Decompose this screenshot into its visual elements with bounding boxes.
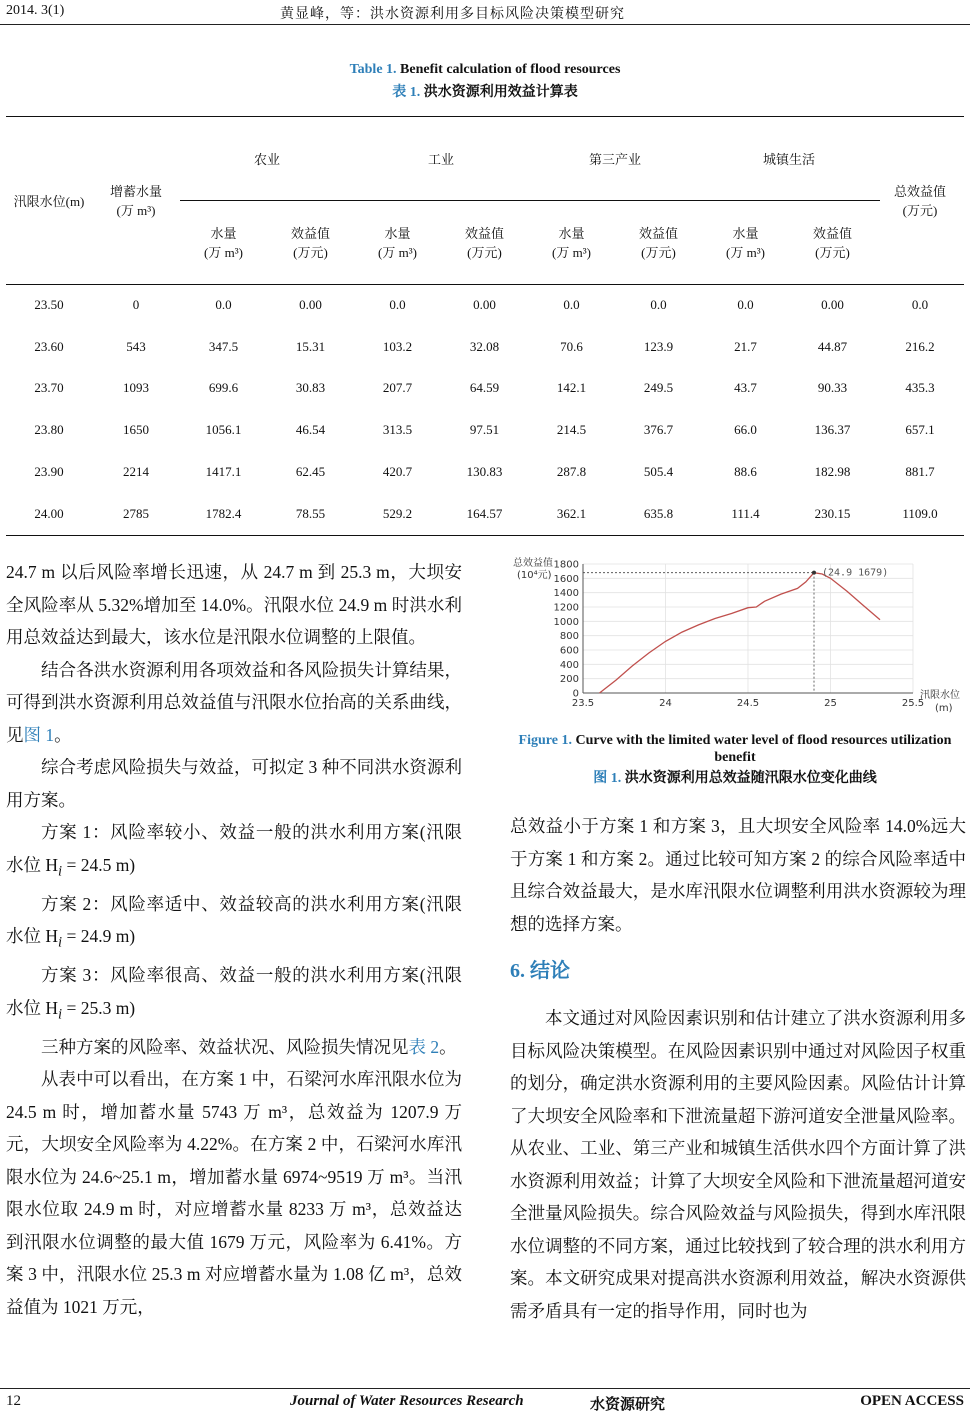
paragraph: 三种方案的风险率、效益状况、风险损失情况见表 2。 [41,1036,457,1057]
header-storage: 增蓄水量 (万 m³) [109,184,162,218]
sub-header-water: 水量 (万 m³) [552,226,591,260]
table-cell: 2785 [123,505,149,521]
y-axis-label: 总效益值 [513,558,553,569]
table-cell: 2214 [123,464,149,480]
x-tick-label: 24 [659,698,672,709]
journal-name-cn: 水资源研究 [590,1397,666,1413]
table-cell: 97.51 [469,422,500,438]
page-number: 12 [6,1393,21,1409]
table-cell: 313.5 [382,422,413,438]
y-axis-unit: (10⁴元) [517,570,552,581]
figure-caption-text: Curve with the limited water level of flood resources utilization benefit [575,733,952,765]
table-ref-link[interactable]: 表 2 [408,1036,440,1057]
table-cell: 164.57 [466,505,503,521]
table-cell: 0.0 [563,296,580,312]
sub-header-benefit: 效益值 (万元) [812,226,852,260]
sub-header-benefit: 效益值 (万元) [464,226,504,260]
x-tick-label: 25 [824,698,837,709]
table-cell: 103.2 [382,338,413,354]
y-tick-label: 1200 [553,602,579,614]
table-cell: 43.7 [734,380,757,396]
table-cell: 23.60 [34,338,64,354]
table-cell: 44.87 [817,338,848,354]
table-caption-en [0,62,970,78]
table-row [6,493,964,535]
table-cell: 505.4 [643,464,674,480]
x-tick-labels [572,698,924,709]
table-cell: 130.83 [466,464,503,480]
table-cell: 0.0 [215,296,232,312]
y-tick-label: 1000 [553,616,579,628]
peak-point [812,571,816,575]
sub-header-benefit: 效益值 (万元) [290,226,330,260]
y-tick-label: 1600 [553,573,579,585]
paragraph: 24.7 m 以后风险率增长迅速，从 24.7 m 到 25.3 m，大坝安全风险率从 5.32%增加至 14.0%。汛限水位 24.9 m 时洪水利用总效益达到最大，该水位是汛限水位调整的上限值。 [6,562,462,647]
table-cell: 216.2 [905,338,935,354]
journal-name-en: Journal of Water Resources Research [290,1393,524,1409]
table-cell: 435.3 [905,380,935,396]
table-cell: 0.0 [911,296,929,312]
paragraph: 本文通过对风险因素识别和估计建立了洪水资源利用多目标风险决策模型。在风险因素识别中通过对风险因子权重的划分，确定洪水资源利用的主要风险因素。风险估计计算了大坝安全风险率和下泄流量超下游河道安全泄量风险率。从农业、工业、第三产业和城镇生活供水四个方面计算了洪水资源利用效益；计算了大坝安全风险和下泄流量超河道安全泄量风险损失。综合风险效益与风险损失，得到水库汛限水位调整的不同方案，通过比较找到了较合理的洪水利用方案。本文研究成果对提高洪水资源利用效益，解决水资源供需矛盾具有一定的指导作用，同时也为 [510,1008,966,1321]
table-cell: 1417.1 [205,464,242,480]
table-caption-number: Table 1. [349,62,397,77]
table-cell: 64.59 [469,380,500,396]
table-cell: 0.00 [821,296,844,312]
table-cell: 376.7 [643,422,674,438]
paragraph: 方案 3：风险率很高、效益一般的洪水利用方案(汛限水位 $H_i = 25.3$ m) [6,965,462,1022]
table-cell: 214.5 [556,422,587,438]
table-cell: 249.5 [643,380,674,396]
table-row [6,451,964,493]
table-cell: 0 [132,296,140,312]
header-total: 总效益值 (万元) [893,184,946,218]
table-row [6,409,964,451]
table-cell: 123.9 [643,338,674,354]
table-cell: 0.0 [650,296,667,312]
x-tick-label: 23.5 [571,698,595,709]
table-cell: 1056.1 [205,422,242,438]
table-cell: 0.0 [389,296,406,312]
paragraph: 综合考虑风险损失与效益，可拟定 3 种不同洪水资源利用方案。 [6,757,462,810]
sub-header-water: 水量 (万 m³) [204,226,243,260]
paragraph: 结合各洪水资源利用各项效益和各风险损失计算结果，可得到洪水资源利用总效益值与汛限水位抬高的关系曲线，见图 1。 [6,659,462,745]
table-cell: 23.80 [34,422,64,438]
paragraph: 方案 2：风险率适中、效益较高的洪水利用方案(汛限水位 $H_i = 24.9$ m) [6,893,462,951]
table-cell: 230.15 [814,505,851,521]
table-cell: 420.7 [382,464,413,480]
x-tick-label: 25.5 [901,698,925,709]
table-cell: 70.6 [560,338,583,354]
figure-caption-text-cn: 洪水资源利用总效益随汛限水位变化曲线 [624,771,877,786]
running-title: 黄显峰，等：洪水资源利用多目标风险决策模型研究 [280,7,625,22]
table-cell: 182.98 [814,464,851,480]
table-caption-cn [0,81,970,101]
table-cell: 657.1 [905,422,935,438]
table-cell: 207.7 [382,380,413,396]
table-cell: 881.7 [905,464,935,480]
table-cell: 699.6 [208,380,239,396]
table-caption-text-cn: 洪水资源利用效益计算表 [423,85,578,100]
table-cell: 32.08 [469,338,500,354]
table-cell: 23.70 [34,380,64,396]
right-column-top [510,810,966,940]
header-group-industry: 工业 [427,151,454,167]
section-heading: 6. 结论 [510,960,570,982]
open-access-label: OPEN ACCESS [860,1393,964,1409]
x-tick-label: 24.5 [736,698,760,709]
y-tick-label: 0 [572,688,579,700]
table-cell: 111.4 [731,505,760,521]
table-cell: 46.54 [295,422,326,438]
x-axis-label: 汛限水位 [920,690,960,701]
table-cell: 1782.4 [205,505,242,521]
header-water-level: 汛限水位(m) [13,193,85,209]
header-group-tertiary: 第三产业 [588,151,641,167]
table-caption-number-cn: 表 1. [392,85,421,100]
table-cell: 88.6 [734,464,757,480]
table-row [6,326,964,368]
table-cell: 78.55 [295,505,326,521]
table-cell: 347.5 [208,338,239,354]
table-cell: 24.00 [34,505,64,521]
header-group-agriculture: 农业 [253,151,280,167]
y-tick-label: 200 [559,674,579,686]
table-cell: 1093 [123,380,149,396]
chart-series [583,571,880,693]
sub-header-water: 水量 (万 m³) [378,226,417,260]
table-row [6,368,964,410]
peak-annotation: (24.9 1679) [822,567,889,579]
table-cell: 30.83 [295,380,326,396]
benefit-table [6,116,964,535]
issue-label: 2014. 3(1) [6,3,65,18]
header-group-urban: 城镇生活 [762,151,815,167]
running-header [0,0,970,25]
benefit-curve-chart [505,552,965,722]
table-cell: 529.2 [382,505,413,521]
table-row [6,284,964,326]
table-cell: 21.7 [734,338,757,354]
table-cell: 1109.0 [902,505,938,521]
table-bottom-rule [6,535,964,536]
table-cell: 287.8 [556,464,587,480]
paragraph: 从表中可以看出，在方案 1 中，石梁河水库汛限水位为 24.5 m 时，增加蓄水量 5743 万 m³，总效益为 1207.9 万元，大坝安全风险率为 4.22%。在方案 2 中，石梁河水库汛限水位为 24.6~25.1 m，增加蓄水量 6974~9519 万 m³。当汛限水位取 24.9 m 时，对应增蓄水量 8233 万 m³，总效益达到汛限水位调整的最大值 1679 万元，风险率为 6.41%。方案 3 中，汛限水位 25.3 m 对应增蓄水量为 1.08 亿 m³，总效益值为 1021 万元， [6,1069,462,1317]
table-cell: 543 [126,338,146,354]
y-tick-label: 1800 [553,559,579,571]
y-tick-label: 800 [559,631,579,643]
table-cell: 23.90 [34,464,64,480]
paragraph: 总效益小于方案 1 和方案 3，且大坝安全风险率 14.0%远大于方案 1 和方案 2。通过比较可知方案 2 的综合风险率适中且综合效益最大，是水库汛限水位调整利用洪水资源较为理想的选择方案。 [510,816,966,934]
figure-caption-number-cn: 图 1. [593,771,622,786]
table-cell: 66.0 [734,422,757,438]
figure-caption-en [505,732,965,766]
page-footer [0,1388,970,1414]
x-axis-unit: (m) [935,703,953,714]
table-cell: 23.50 [34,296,64,312]
benefit-line [600,573,881,693]
paragraph: 方案 1：风险率较小、效益一般的洪水利用方案(汛限水位 $H_i = 24.5$ m) [6,822,462,879]
table-cell: 90.33 [817,380,848,396]
y-tick-labels [554,560,579,700]
table-cell: 62.45 [295,464,326,480]
table-cell: 15.31 [295,338,326,354]
sub-header-water: 水量 (万 m³) [726,226,765,260]
table-body [6,284,964,535]
table-cell: 0.00 [473,296,496,312]
y-tick-label: 600 [559,645,579,657]
left-column [6,556,462,1323]
table-caption-text: Benefit calculation of flood resources [400,62,621,77]
chart-grid [583,564,913,693]
figure-caption-number: Figure 1. [518,733,572,748]
table-cell: 142.1 [556,380,587,396]
table-cell: 1650 [123,422,149,438]
table-cell: 136.37 [814,422,851,438]
table-cell: 0.00 [299,296,322,312]
figure-ref-link[interactable]: 图 1 [23,724,55,745]
y-tick-label: 1400 [553,588,579,600]
right-column-bottom [510,1002,966,1327]
table-cell: 0.0 [737,296,754,312]
table-cell: 635.8 [643,505,674,521]
y-tick-label: 400 [559,659,579,671]
sub-header-benefit: 效益值 (万元) [638,226,678,260]
figure-caption-cn [505,770,965,787]
table-cell: 362.1 [556,505,587,521]
